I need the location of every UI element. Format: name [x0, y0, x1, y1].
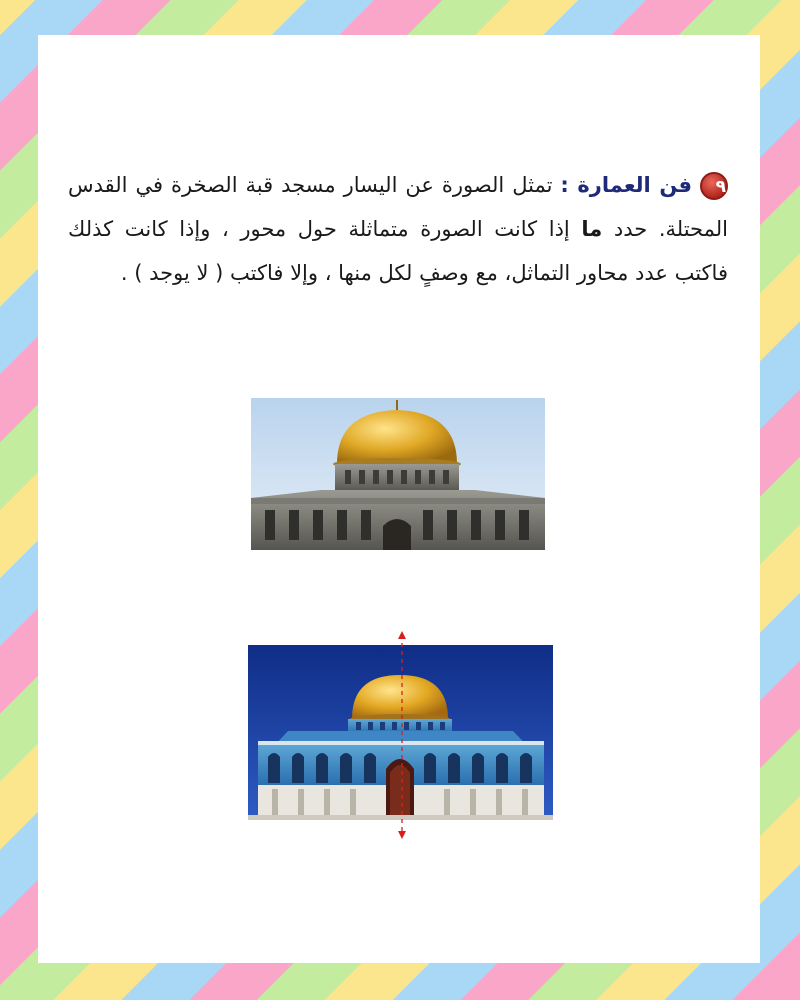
- exercise-body-part1: تمثل الصورة عن اليسار مسجد قبة الصخرة في القدس المحتلة. حدد: [68, 173, 728, 241]
- exercise-heading: فن العمارة :: [560, 173, 692, 197]
- exercise-number-badge: ٩: [700, 172, 728, 200]
- exercise-body-bold: ما: [581, 217, 603, 241]
- worksheet-card: [38, 35, 760, 963]
- exercise-body-part2: إذا كانت الصورة متماثلة حول محور ، وإذا كانت كذلك فاكتب عدد محاور التماثل، مع وصفٍ لكل منها ، وإلا فاكتب ( لا يوجد ) .: [68, 217, 728, 285]
- symmetry-axis: [38, 35, 760, 963]
